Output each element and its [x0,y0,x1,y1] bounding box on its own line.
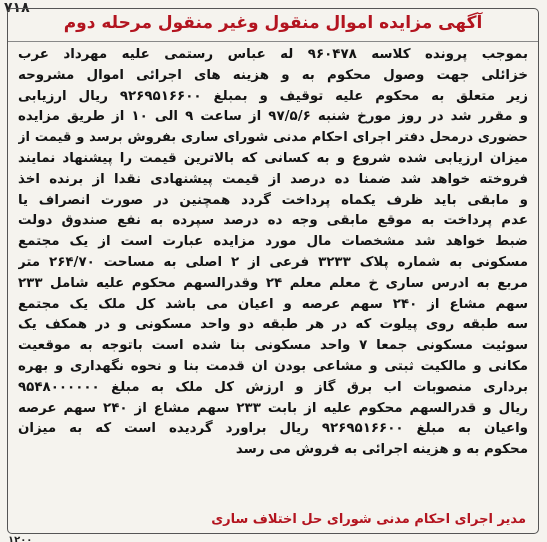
notice-body [18,45,528,461]
notice-frame [7,8,539,534]
body-line: سوئیت مسکونی جمعا ۷ واحد مسکونی بنا شده است باتوجه به موقعیت [18,338,528,354]
signature: مدیر اجرای احکام مدنی شورای حل اختلاف ساری [211,512,526,527]
body-line: واعیان به مبلغ ۹۲۶۹۵۱۶۶۰۰ ریال براورد گردیده است که به میزان [18,421,528,437]
body-line: سه طبقه روی پیلوت که در هر طبقه دو واحد مسکونی و در همکف یک [18,317,528,333]
body-line: عدم پرداخت به موقع مابقی وجه ده درصد سپرده به نفع صندوق دولت [18,213,528,229]
page-number: ۷۱۸ [4,0,30,16]
body-line: خزائلی جهت وصول محکوم به و هزینه های اجرائی اموال مشروحه [18,67,528,83]
body-line: برداری منصوبات اب برق گاز و ارزش کل ملک به مبلغ ۹۵۴۸۰۰۰۰۰۰ [18,379,528,395]
body-line: حضوری درمحل دفتر اجرای احکام مدنی شورای ساری بفروش برسد و قیمت از [18,130,528,146]
body-line: سهم مشاع از ۲۴۰ سهم عرصه و اعیان می باشد کل ملک یک مجتمع [18,296,528,312]
body-line: ریال و قدرالسهم محکوم علیه از بابت ۲۳۳ سهم مشاع از ۲۴۰ سهم عرصه [18,400,528,416]
body-line: مسکونی به شماره پلاک ۳۲۳۳ فرعی از ۲ اصلی به مساحت ۲۶۴/۷۰ متر [18,254,528,270]
body-line: میزان ارزیابی شده شروع و به کسانی که بالاترین قیمت را پیشنهاد نمایند [18,150,528,166]
body-line: و مابقی باید ظرف یکماه پرداخت گردد همچنین در صورت انصراف یا [18,192,528,208]
body-line: بموجب پرونده کلاسه ۹۶۰۴۷۸ له عباس رستمی علیه مهرداد عرب [18,47,528,62]
body-line: محکوم به و هزینه اجرائی به فروش می رسد [235,442,528,458]
body-line: مربع به ادرس ساری خ معلم معلم ۲۴ وقدرالسهم محکوم علیه شامل ۲۳۳ [18,275,528,291]
title-divider [8,41,538,42]
body-line: زیر متعلق به محکوم علیه توقیف و بمبلغ ۹۲۶۹۵۱۶۶۰۰ ریال ارزیابی [18,88,528,104]
body-line: مکانی و مالکیت ثبتی و مشاعی بودن ان قدمت بنا و نحوه نگهداری و بهره [18,358,528,374]
body-line: و مقرر شد در روز مورخ شنبه ۹۷/۵/۶ از ساعت ۹ الی ۱۰ از طریق مزایده [18,109,528,125]
body-line: ضبط خواهد شد مشخصات مال مورد مزایده عبارت است از یک مجتمع [18,234,528,250]
bottom-number: ۱۲۰۰ [8,535,33,542]
notice-title: آگهی مزایده اموال منقول وغیر منقول مرحله دوم [63,13,483,33]
body-line: فروخته خواهد شد ضمنا ده درصد از قیمت پیشنهادی نقدا از برنده اخذ [18,171,528,187]
